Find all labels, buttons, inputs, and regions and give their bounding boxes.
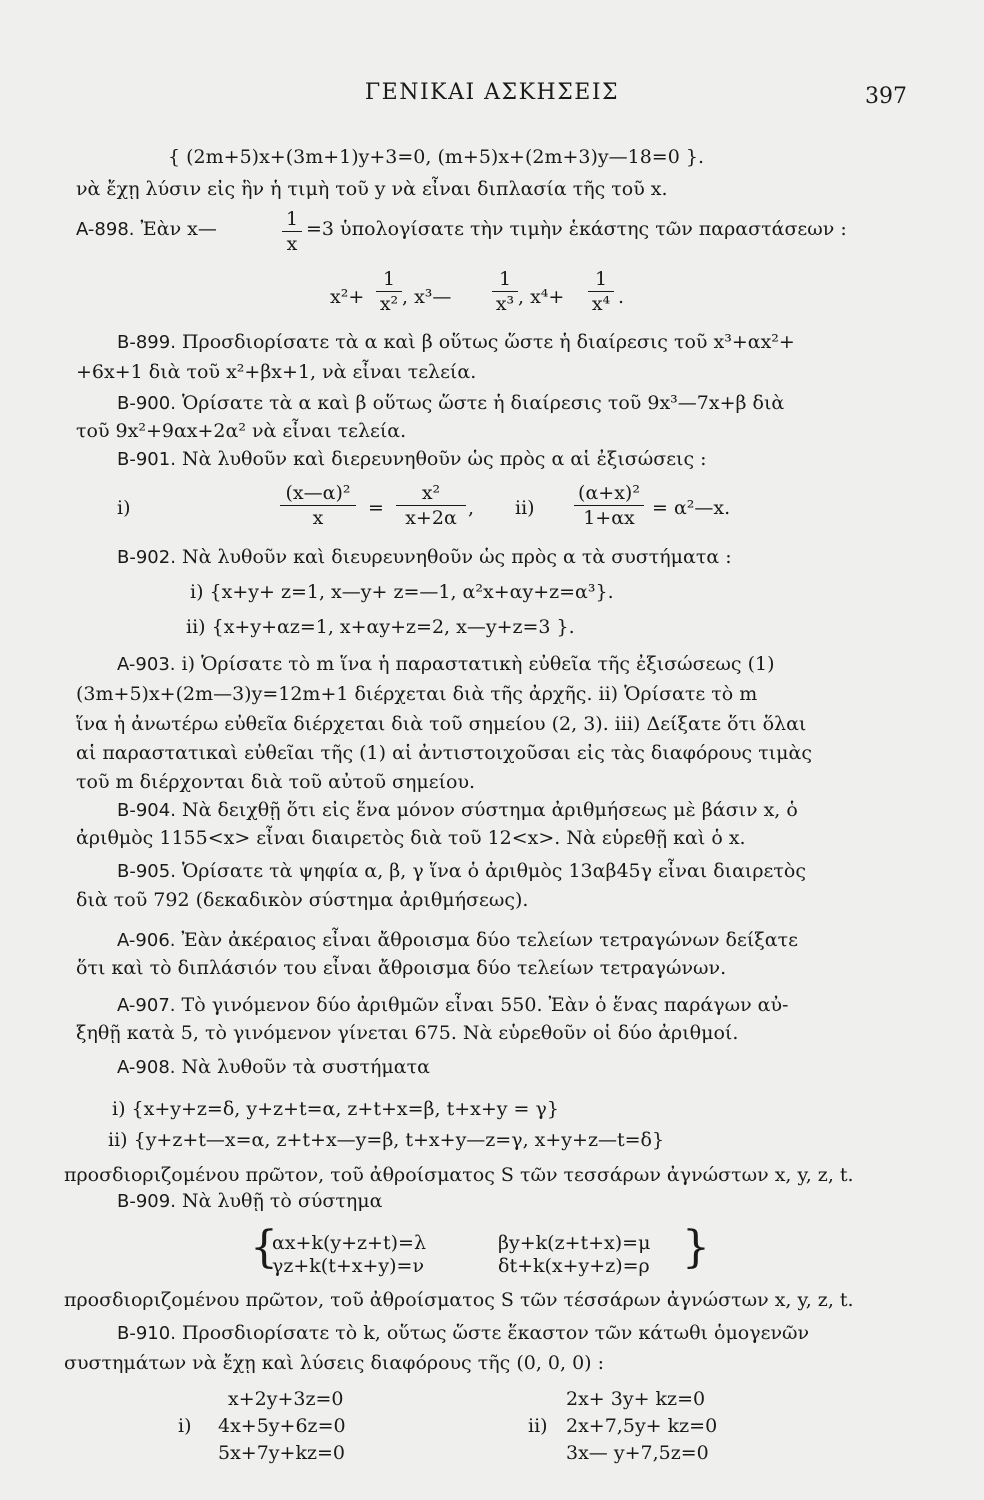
a903-line2: (3m+5)x+(2m—3)y=12m+1 διέρχεται διὰ τῆς ἀρχῆς. ii) Ὁρίσατε τὸ m [76,683,758,705]
exercise-b904-line1 [117,799,798,822]
denominator: x [312,507,324,529]
a908-system-i: i) {x+y+z=δ, y+z+t=α, z+t+x=β, t+x+y = γ} [112,1098,559,1120]
a908-after: προσδιοριζομένου πρῶτον, τοῦ ἀθροίσματος S τῶν τεσσάρων ἀγνώστων x, y, z, t. [64,1164,854,1186]
b909-after: προσδιοριζομένου πρῶτον, τοῦ ἀθροίσματος S τῶν τέσσάρων ἀγνώστων x, y, z, t. [64,1289,854,1311]
text: Νὰ λυθοῦν καὶ διερευνηθοῦν ὡς πρὸς α αἱ ἐξισώσεις : [181,448,707,470]
exercise-id: A-906. [117,930,176,951]
b910-ii-eq2: 2x+7,5y+ kz=0 [566,1415,718,1437]
intro-system: { (2m+5)x+(3m+1)y+3=0, (m+5)x+(2m+3)y—18=0 }. [168,146,704,168]
text: Προσδιορίσατε τὸ k, οὕτως ὥστε ἕκαστον τῶν κάτωθι ὁμογενῶν [181,1322,810,1344]
b901-fraction-3 [574,482,644,529]
text: i) Ὁρίσατε τὸ m ἵνα ἡ παραστατικὴ εὐθεῖα τῆς ἐξισώσεως (1) [181,653,775,675]
a898-fraction-1: 1 x² [376,268,402,315]
exercise-id: A-908. [117,1057,176,1078]
exercise-b900-line1 [117,392,784,415]
text: Τὸ γινόμενον δύο ἀριθμῶν εἶναι 550. Ἐὰν ὁ ἕνας παράγων αὐ- [181,994,789,1016]
exercise-b899-line2: +6x+1 διὰ τοῦ x²+βx+1, νὰ εἶναι τελεία. [76,361,477,383]
exercise-id: B-905. [117,861,176,882]
a898-fraction-2: 1 x³ [492,268,518,315]
b905-line2: διὰ τοῦ 792 (δεκαδικὸν σύστημα ἀριθμήσεως). [76,889,529,911]
a898-text-post: =3 ὑπολογίσατε τὴν τιμὴν ἑκάστης τῶν παραστάσεων : [306,218,847,240]
a908-system-ii: ii) {y+z+t—x=α, z+t+x—y=β, t+x+y—z=γ, x+y+z—t=δ} [108,1129,665,1151]
b910-i-eq2: 4x+5y+6z=0 [218,1415,346,1437]
b901-fraction-1 [280,482,356,529]
b901-i-label: i) [117,497,131,519]
numerator: (α+x)² [578,482,640,504]
exercise-b900-line2: τοῦ 9x²+9αx+2α² νὰ εἶναι τελεία. [76,420,407,442]
text: Νὰ δειχθῇ ὅτι εἰς ἕνα μόνον σύστημα ἀριθμήσεως μὲ βάσιν x, ὁ [181,799,798,821]
b901-comma: , [468,497,475,519]
a906-line2: ὅτι καὶ τὸ διπλάσιόν του εἶναι ἄθροισμα δύο τελείων τετραγώνων. [76,957,727,979]
denominator: 1+αx [583,507,635,529]
left-brace: { [250,1222,278,1273]
b904-line2: ἀριθμὸς 1155<x> εἶναι διαιρετὸς διὰ τοῦ 12<x>. Νὰ εὑρεθῇ καὶ ὁ x. [76,827,746,849]
exercise-b910-line1 [117,1322,809,1345]
exercise-id: B-910. [117,1323,176,1344]
fraction-bar [282,231,302,232]
b901-equals: = [368,497,384,519]
text: Ἐὰν ἀκέραιος εἶναι ἄθροισμα δύο τελείων τετραγώνων δείξατε [181,929,798,951]
text: Νὰ λυθοῦν τὰ συστήματα [181,1056,430,1078]
b910-ii-eq3: 3x— y+7,5z=0 [566,1442,709,1464]
b909-row1-right: βy+k(z+t+x)=μ [498,1232,651,1254]
a898-end: . [618,286,625,308]
exercise-id: B-902. [117,547,176,568]
exercise-b899-line1 [117,331,795,354]
denominator: x⁴ [591,293,611,315]
exercise-a907-line1 [117,994,788,1017]
exercise-a908-line [117,1056,430,1079]
exercise-id: A-903. [117,654,176,675]
text: Προσδιορίσατε τὰ α καὶ β οὕτως ὥστε ἡ διαίρεσις τοῦ x³+αx²+ [181,331,795,353]
text: Ὁρίσατε τὰ α καὶ β οὕτως ὥστε ἡ διαίρεσις τοῦ 9x³—7x+β διὰ [181,392,785,414]
b910-ii-label: ii) [528,1415,548,1437]
right-brace: } [682,1222,710,1273]
b909-row1-left: αx+k(y+z+t)=λ [272,1232,426,1254]
b902-system-ii: ii) {x+y+αz=1, x+αy+z=2, x—y+z=3 }. [186,616,575,638]
a898-numerator: 1 [285,208,299,230]
text: Νὰ λυθοῦν καὶ διευρευνηθοῦν ὡς πρὸς α τὰ συστήματα : [181,546,732,568]
a903-line4: αἱ παραστατικαὶ εὐθεῖαι τῆς (1) αἱ ἀντιστοιχοῦσαι εἰς τὰς διαφόρους τιμὰς [76,742,812,764]
text: Ὁρίσατε τὰ ψηφία α, β, γ ἵνα ὁ ἀριθμὸς 13αβ45γ εἶναι διαιρετὸς [181,860,806,882]
b910-i-label: i) [178,1415,192,1437]
b901-ii-label: ii) [515,497,535,519]
a898-fraction-3: 1 x⁴ [588,268,614,315]
a907-line2: ξηθῇ κατὰ 5, τὸ γινόμενον γίνεται 675. Νὰ εὑρεθοῦν οἱ δύο ἀριθμοί. [76,1022,739,1044]
exercise-id: B-899. [117,332,176,353]
b909-row2-right: δt+k(x+y+z)=ρ [498,1255,650,1277]
b910-ii-eq1: 2x+ 3y+ kz=0 [566,1388,706,1410]
a903-line5: τοῦ m διέρχονται διὰ τοῦ αὐτοῦ σημείου. [76,771,476,793]
exercise-id: B-901. [117,449,176,470]
denominator: x² [379,293,399,315]
exercise-a906-line1 [117,929,798,952]
b901-fraction-2 [396,482,466,529]
exercise-id: A-898. [76,219,135,240]
page-number: 397 [865,84,907,109]
denominator: x+2α [405,507,457,529]
b910-line2: συστημάτων νὰ ἔχῃ καὶ λύσεις διαφόρους τῆς (0, 0, 0) : [64,1352,605,1374]
exercise-id: B-900. [117,393,176,414]
numerator: (x—α)² [285,482,351,504]
exercise-id: B-904. [117,800,176,821]
exercise-id: A-907. [117,995,176,1016]
exercise-b902-line [117,546,732,569]
exercise-a903-line1 [117,653,775,676]
a898-expr1: x²+ [330,286,365,308]
a898-denominator: x [286,233,298,255]
a898-text-pre: Ἐὰν x— [140,218,217,240]
a898-expr2: , x³— [402,286,452,308]
denominator: x³ [495,293,515,315]
b910-i-eq1: x+2y+3z=0 [228,1388,344,1410]
numerator: x² [421,482,441,504]
a898-expr3: , x⁴+ [518,286,565,308]
exercise-b901-line [117,448,707,471]
exercise-b909-line [117,1190,382,1213]
b901-ii-rhs: = α²—x. [652,497,731,519]
b902-system-i: i) {x+y+ z=1, x—y+ z=—1, α²x+αy+z=α³}. [190,581,614,603]
b910-i-eq3: 5x+7y+kz=0 [218,1442,345,1464]
exercise-b905-line1 [117,860,806,883]
running-header: ΓΕΝΙΚΑΙ ΑΣΚΗΣΕΙΣ [364,80,620,105]
text: Νὰ λυθῇ τὸ σύστημα [181,1190,383,1212]
b909-row2-left: γz+k(t+x+y)=ν [272,1255,425,1277]
exercise-a898-line [76,218,217,241]
intro-condition: νὰ ἔχῃ λύσιν εἰς ἣν ἡ τιμὴ τοῦ y νὰ εἶναι διπλασία τῆς τοῦ x. [76,178,668,200]
exercise-id: B-909. [117,1191,176,1212]
a903-line3: ἵνα ἡ ἀνωτέρω εὐθεῖα διέρχεται διὰ τοῦ σημείου (2, 3). iii) Δείξατε ὅτι ὅλαι [76,713,807,735]
a898-fraction [282,208,302,255]
